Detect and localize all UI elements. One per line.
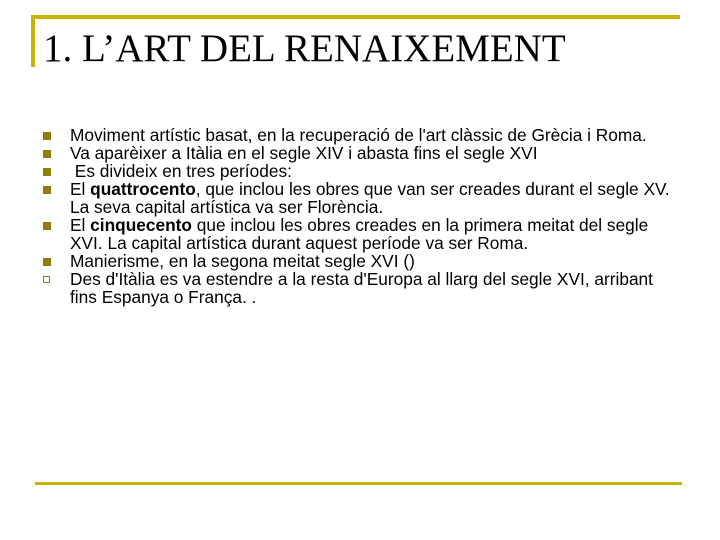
frame-bottom-rule xyxy=(35,482,682,485)
bullet-text: Es divideix en tres períodes: xyxy=(70,161,292,181)
square-bullet-icon xyxy=(43,258,51,266)
square-bullet-icon xyxy=(43,222,51,230)
bullet-text: Va aparèixer a Itàlia en el segle XIV i abasta fins el segle XVI xyxy=(70,143,538,163)
bullet-keyword: quattrocento xyxy=(90,179,196,199)
bullet-item xyxy=(40,126,680,144)
bullet-item xyxy=(40,252,680,270)
frame-top-rule xyxy=(31,15,680,19)
bullet-text-suffix: , que inclou les obres que van ser creades durant el segle XV. La seva capital artística va ser Florència. xyxy=(70,179,670,217)
square-bullet-icon xyxy=(43,132,51,140)
bullet-item xyxy=(40,162,680,180)
square-bullet-icon xyxy=(43,168,51,176)
bullet-text: Manierisme, en la segona meitat segle XVI () xyxy=(70,251,415,271)
bullet-text xyxy=(70,215,648,253)
bullet-item xyxy=(40,270,680,306)
slide-title: 1. L’ART DEL RENAIXEMENT xyxy=(43,27,566,70)
bullet-text xyxy=(70,179,670,217)
bullet-text-prefix: El xyxy=(70,215,91,235)
bullet-text: Des d'Itàlia es va estendre a la resta d'Europa al llarg del segle XVI, arribant fins Espanya o França. . xyxy=(70,269,653,307)
bullet-item xyxy=(40,180,680,216)
square-bullet-icon xyxy=(43,150,51,158)
bullet-text: Moviment artístic basat, en la recuperació de l'art clàssic de Grècia i Roma. xyxy=(70,125,647,145)
bullet-item xyxy=(40,216,680,252)
square-bullet-icon xyxy=(43,186,51,194)
frame-left-rule xyxy=(31,15,35,67)
hollow-square-bullet-icon xyxy=(43,276,50,283)
bullet-keyword: cinquecento xyxy=(90,215,192,235)
bullet-item xyxy=(40,144,680,162)
bullet-list xyxy=(40,126,680,306)
bullet-text-prefix: El xyxy=(70,179,91,199)
bullet-text-suffix: que inclou les obres creades en la primera meitat del segle XVI. La capital artística durant aquest període va ser Roma. xyxy=(70,215,649,253)
